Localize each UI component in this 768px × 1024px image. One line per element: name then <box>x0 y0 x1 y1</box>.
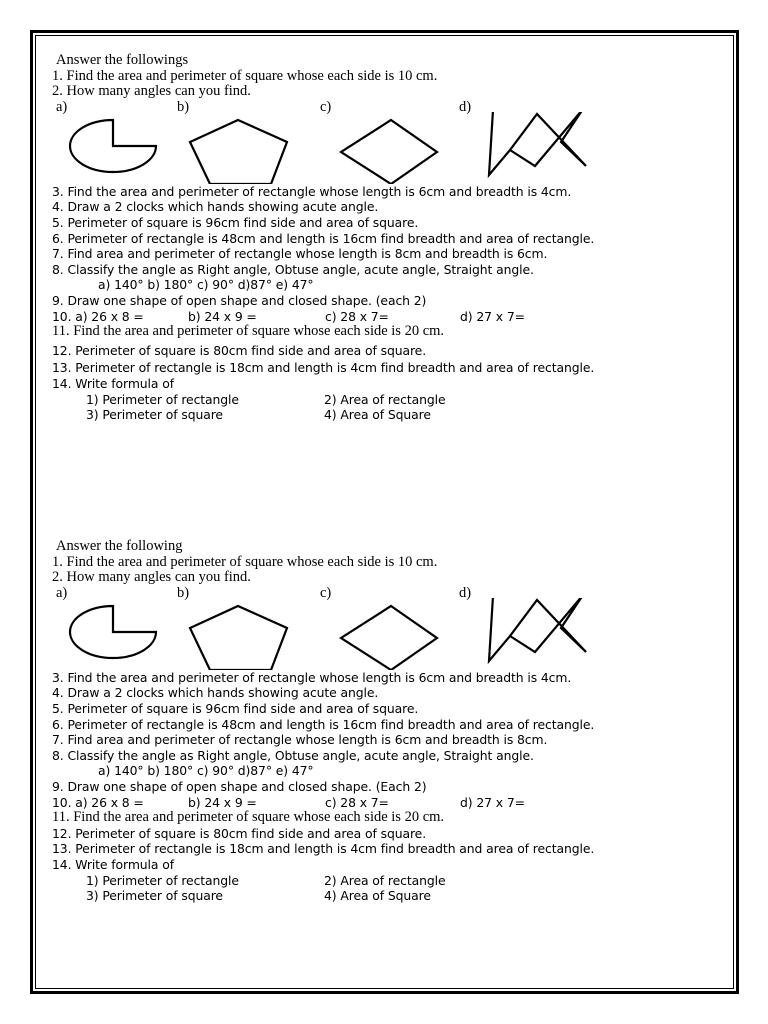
question-9: 9. Draw one shape of open shape and closed shape. (each 2) <box>52 292 427 308</box>
question-13: 13. Perimeter of rectangle is 18cm and length is 4cm find breadth and area of rectangle. <box>52 360 595 376</box>
question-3: 3. Find the area and perimeter of rectangle whose length is 6cm and breadth is 4cm. <box>52 669 572 685</box>
formula-row-1 <box>52 873 712 889</box>
question-9: 9. Draw one shape of open shape and closed shape. (Each 2) <box>52 778 427 794</box>
pacman-shape <box>70 606 156 658</box>
question-5: 5. Perimeter of square is 96cm find side and area of square. <box>52 214 419 230</box>
formula-row-1 <box>52 392 712 408</box>
shape-label-a: a) <box>56 584 68 601</box>
question-12: 12. Perimeter of square is 80cm find side and area of square. <box>52 342 427 358</box>
worksheet-heading: Answer the followings <box>56 52 189 68</box>
q10-part-a: 10. a) 26 x 8 = <box>52 308 144 324</box>
question-3: 3. Find the area and perimeter of rectangle whose length is 6cm and breadth is 4cm. <box>52 183 572 199</box>
shape-label-c: c) <box>320 584 332 601</box>
angle-shapes-row <box>52 100 712 184</box>
question-10 <box>52 309 712 325</box>
pentagon-shape <box>190 120 287 184</box>
worksheet-heading: Answer the following <box>56 538 183 554</box>
question-4: 4. Draw a 2 clocks which hands showing acute angle. <box>52 685 379 701</box>
shape-label-c: c) <box>320 98 332 115</box>
formula-3: 3) Perimeter of square <box>86 407 223 423</box>
question-13: 13. Perimeter of rectangle is 18cm and length is 4cm find breadth and area of rectangle. <box>52 841 595 857</box>
question-14: 14. Write formula of <box>52 375 174 391</box>
question-8: 8. Classify the angle as Right angle, Obtuse angle, acute angle, Straight angle. <box>52 747 534 763</box>
question-14: 14. Write formula of <box>52 856 174 872</box>
formula-row-2 <box>52 407 712 423</box>
formula-3: 3) Perimeter of square <box>86 888 223 904</box>
formula-4: 4) Area of Square <box>324 888 431 904</box>
question-11: 11. Find the area and perimeter of square whose each side is 20 cm. <box>52 323 445 340</box>
angle-shapes <box>52 598 612 670</box>
shape-label-b: b) <box>177 584 190 601</box>
q10-part-d: d) 27 x 7= <box>460 308 525 324</box>
question-8-options: a) 140° b) 180° c) 90° d)87° e) 47° <box>98 763 314 779</box>
shape-label-d: d) <box>459 584 472 601</box>
question-6: 6. Perimeter of rectangle is 48cm and length is 16cm find breadth and area of rectangle. <box>52 716 595 732</box>
rhombus-shape <box>341 606 437 670</box>
q10-part-b: b) 24 x 9 = <box>188 308 257 324</box>
shape-label-b: b) <box>177 98 190 115</box>
question-10 <box>52 795 712 811</box>
question-5: 5. Perimeter of square is 96cm find side and area of square. <box>52 700 419 716</box>
angle-shapes-row <box>52 586 712 670</box>
question-4: 4. Draw a 2 clocks which hands showing acute angle. <box>52 199 379 215</box>
angle-shapes <box>52 112 612 184</box>
shape-label-d: d) <box>459 98 472 115</box>
question-8: 8. Classify the angle as Right angle, Obtuse angle, acute angle, Straight angle. <box>52 261 534 277</box>
shape-label-a: a) <box>56 98 68 115</box>
question-7: 7. Find area and perimeter of rectangle whose length is 6cm and breadth is 8cm. <box>52 732 548 748</box>
rhombus-shape <box>341 120 437 184</box>
q10-part-b: b) 24 x 9 = <box>188 794 257 810</box>
question-2: 2. How many angles can you find. <box>52 83 251 100</box>
zigzag-open-shape <box>489 112 586 175</box>
q10-part-c: c) 28 x 7= <box>325 794 389 810</box>
q10-part-c: c) 28 x 7= <box>325 308 389 324</box>
formula-1: 1) Perimeter of rectangle <box>86 391 239 407</box>
question-1: 1. Find the area and perimeter of square whose each side is 10 cm. <box>52 67 438 84</box>
question-12: 12. Perimeter of square is 80cm find side and area of square. <box>52 825 427 841</box>
question-7: 7. Find area and perimeter of rectangle whose length is 8cm and breadth is 6cm. <box>52 246 548 262</box>
zigzag-open-shape <box>489 598 586 661</box>
question-1: 1. Find the area and perimeter of square whose each side is 10 cm. <box>52 553 438 570</box>
formula-1: 1) Perimeter of rectangle <box>86 872 239 888</box>
pacman-shape <box>70 120 156 172</box>
formula-row-2 <box>52 888 712 904</box>
formula-2: 2) Area of rectangle <box>324 872 446 888</box>
question-8-options: a) 140° b) 180° c) 90° d)87° e) 47° <box>98 277 314 293</box>
q10-part-a: 10. a) 26 x 8 = <box>52 794 144 810</box>
formula-4: 4) Area of Square <box>324 407 431 423</box>
worksheet-first <box>52 53 712 423</box>
formula-2: 2) Area of rectangle <box>324 391 446 407</box>
pentagon-shape <box>190 606 287 670</box>
question-2: 2. How many angles can you find. <box>52 569 251 586</box>
question-11: 11. Find the area and perimeter of square whose each side is 20 cm. <box>52 809 445 826</box>
question-6: 6. Perimeter of rectangle is 48cm and length is 16cm find breadth and area of rectangle. <box>52 230 595 246</box>
q10-part-d: d) 27 x 7= <box>460 794 525 810</box>
worksheet-second <box>52 539 712 904</box>
